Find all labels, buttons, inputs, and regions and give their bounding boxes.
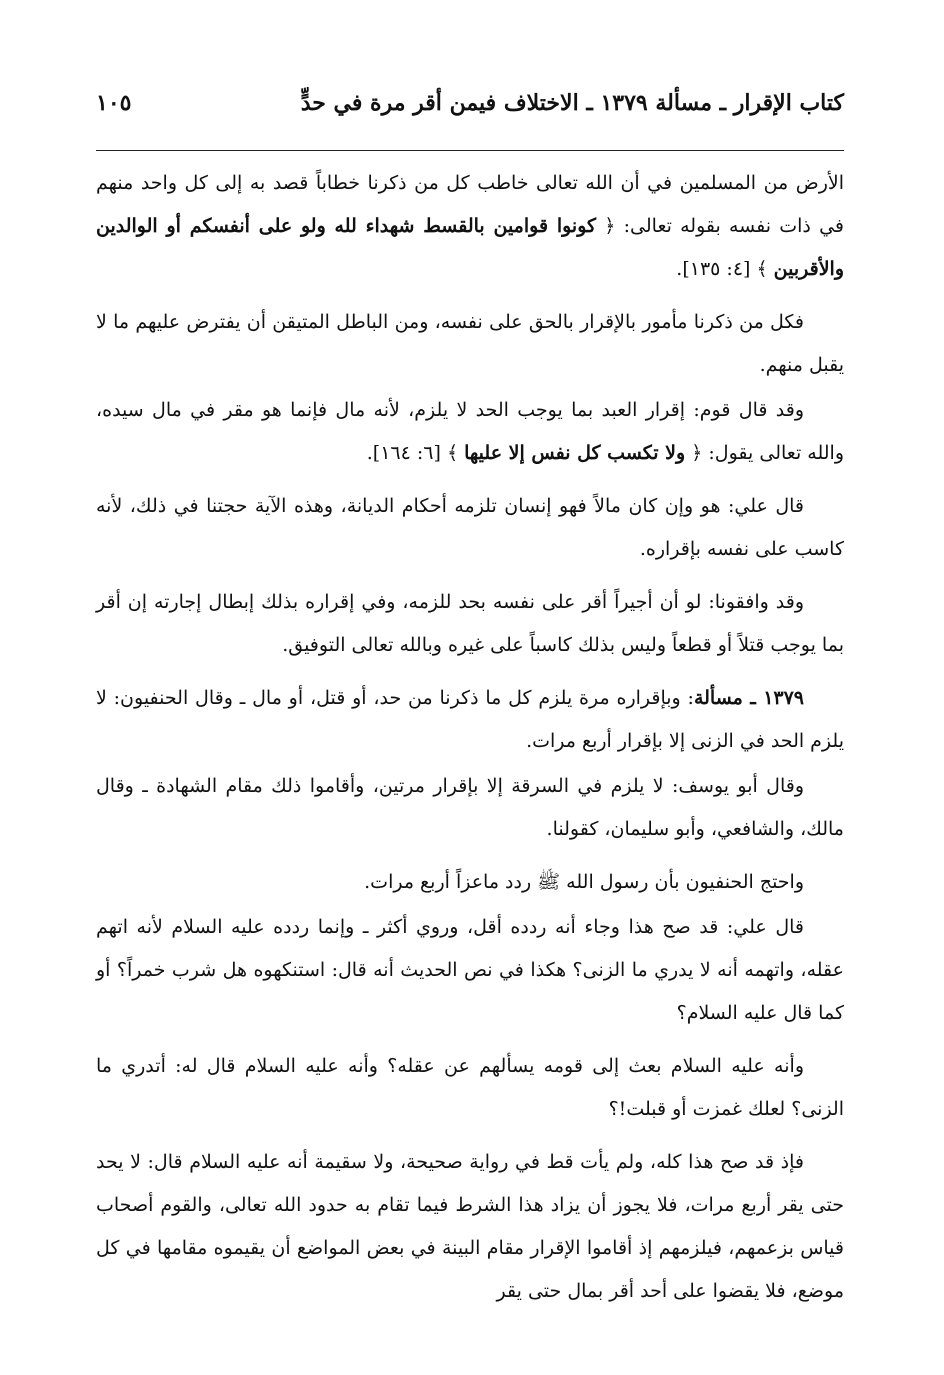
quran-quote: ولا تكسب كل نفس إلا عليها — [464, 442, 686, 464]
paragraph-7: وقال أبو يوسف: لا يلزم في السرقة إلا بإقرار مرتين، وأقاموا ذلك مقام الشهادة ـ وقال مالك، والشافعي، وأبو سليمان، كقولنا. — [96, 775, 844, 840]
paragraph-11: فإذ قد صح هذا كله، ولم يأت قط في رواية صحيحة، ولا سقيمة أنه عليه السلام قال: لا يحد حتى يقر أربع مرات، فلا يجوز أن يزاد هذا الشرط فيما تقام به حدود الله تعالى، والقوم أصحاب قياس بزعمهم، فيلزمهم إذ أقاموا الإقرار مقام البينة في بعض المواضع أن يقيموه مقامها في كل موضع، فلا يقضوا على أحد أقر بمال حتى يقر — [96, 1151, 844, 1302]
running-title: كتاب الإقرار ـ مسألة ١٣٧٩ ـ الاختلاف فيمن أقر مرة في حدٍّ — [300, 90, 844, 116]
paragraph-5: وقد وافقونا: لو أن أجيراً أقر على نفسه بحد للزمه، وفي إقراره بذلك إبطال إجارته إن أقر بما يوجب قتلاً أو قطعاً وليس بذلك كاسباً على غيره وبالله تعالى التوفيق. — [96, 591, 844, 656]
quran-quote: كونوا قوامين بالقسط شهداء لله ولو على أنفسكم أو الوالدين والأقربين — [96, 215, 844, 280]
paragraph-9: قال علي: قد صح هذا وجاء أنه ردده أقل، وروي أكثر ـ وإنما ردده عليه السلام لأنه اتهم عقله، واتهمه أنه لا يدري ما الزنى؟ هكذا في نص الحديث أنه قال: استنكهوه هل شرب خمراً؟ أو كما قال عليه السلام؟ — [96, 916, 844, 1024]
page-header — [96, 80, 844, 124]
paragraph-6: ١٣٧٩ ـ مسألة: وبإقراره مرة يلزم كل ما ذكرنا من حد، أو قتل، أو مال ـ وقال الحنفيون: لا يلزم الحد في الزنى إلا بإقرار أربع مرات. — [96, 687, 844, 752]
paragraph-2: فكل من ذكرنا مأمور بالإقرار بالحق على نفسه، ومن الباطل المتيقن أن يفترض عليهم ما لا يقبل منهم. — [96, 311, 844, 376]
page-number: ١٠٥ — [96, 90, 132, 116]
paragraph-10: وأنه عليه السلام بعث إلى قومه يسألهم عن عقله؟ وأنه عليه السلام قال له: أتدري ما الزنى؟ لعلك غمزت أو قبلت!؟ — [96, 1055, 844, 1120]
paragraph-1: الأرض من المسلمين في أن الله تعالى خاطب كل من ذكرنا خطاباً قصد به إلى كل واحد منهم في ذات نفسه بقوله تعالى: ﴿ كونوا قوامين بالقسط شهداء لله ولو على أنفسكم أو الوالدين والأقربين ﴾ [٤: ١٣٥]. — [96, 172, 844, 280]
page-body — [96, 162, 844, 1323]
paragraph-4: قال علي: هو وإن كان مالاً فهو إنسان تلزمه أحكام الديانة، وهذه الآية حجتنا في ذلك، لأنه كاسب على نفسه بإقراره. — [96, 495, 844, 560]
paragraph-8: واحتج الحنفيون بأن رسول الله ﷺ ردد ماعزاً أربع مرات. — [364, 871, 804, 893]
paragraph-3: وقد قال قوم: إقرار العبد بما يوجب الحد لا يلزم، لأنه مال فإنما هو مقر في مال سيده، والله تعالى يقول: ﴿ ولا تكسب كل نفس إلا عليها ﴾ [٦: ١٦٤]. — [96, 399, 844, 464]
issue-heading: ١٣٧٩ ـ مسألة — [693, 687, 805, 709]
header-divider — [96, 150, 844, 151]
